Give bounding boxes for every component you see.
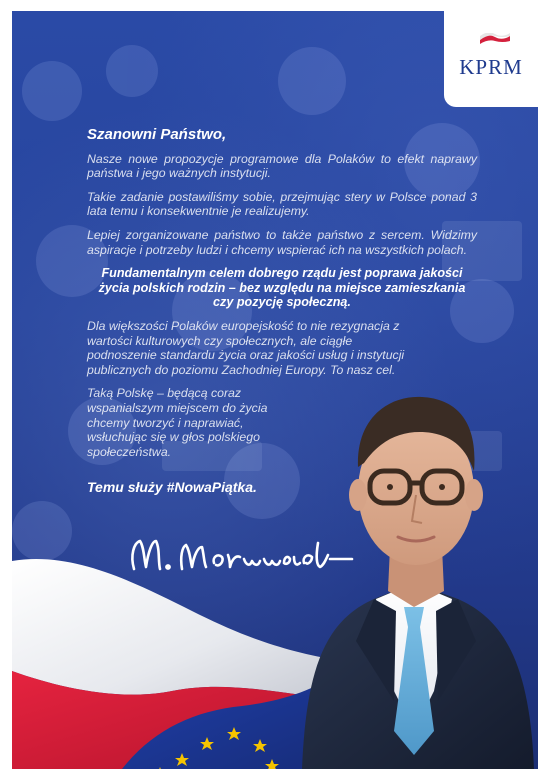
kprm-flag-icon (480, 33, 510, 49)
poland-flag-white (12, 559, 342, 701)
portrait (294, 371, 538, 769)
letter-paragraph: Dla większości Polaków europejskość to nie rezygnacja z wartości kulturowych czy społecznych, ale ciągłe podnoszenie standardu życia oraz jakości usług i instytucji publicznych do poziomu Zachodniej Europy. To nasz cel. (87, 318, 405, 377)
kprm-logo-text: KPRM (459, 55, 523, 79)
letter-paragraph: Lepiej zorganizowane państwo to także państwo z sercem. Widzimy aspiracje i potrzeby ludzi i chcemy wspierać ich na wszystkich polach. (87, 227, 477, 257)
letter-paragraph: Nasze nowe propozycje programowe dla Polaków to efekt naprawy państwa i jego ważnych instytucji. (87, 151, 477, 181)
letter-closing: Temu służy #NowaPiątka. (87, 479, 257, 495)
letter-greeting: Szanowni Państwo, (87, 126, 227, 143)
letter-paragraph: Takie zadanie postawiliśmy sobie, przejmując stery w Polsce ponad 3 lata temu i konsekwentnie je realizujemy. (87, 189, 477, 219)
letter-highlight: Fundamentalnym celem dobrego rządu jest poprawa jakości życia polskich rodzin – bez względu na miejsce zamieszkania czy pozycję społeczną. (98, 266, 466, 310)
flags-decoration (12, 541, 342, 769)
poster (12, 11, 538, 769)
kprm-logo (444, 11, 538, 107)
letter-paragraph: Taką Polskę – będącą coraz wspanialszym miejscem do życia chcemy tworzyć i naprawiać, wsłuchując się w głos polskiego społeczeństwa. (87, 386, 268, 459)
